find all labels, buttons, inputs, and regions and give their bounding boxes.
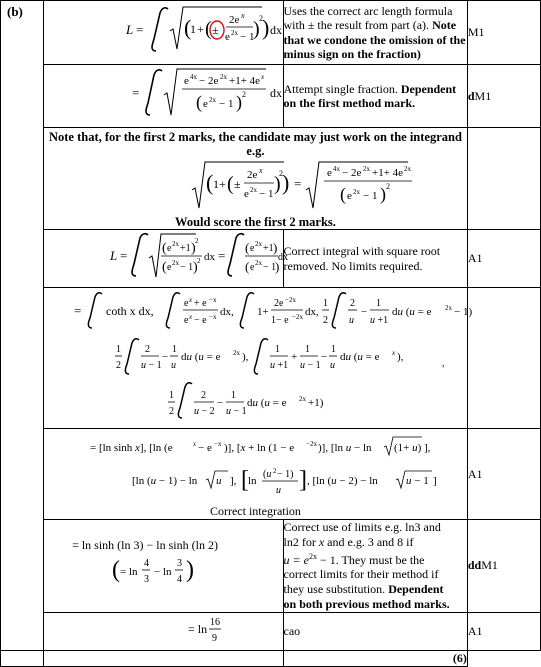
svg-text:2x: 2x — [255, 259, 263, 267]
svg-text:2: 2 — [259, 14, 264, 23]
svg-text:−x: −x — [209, 313, 217, 321]
svg-text:(: ( — [162, 241, 167, 256]
working-cell-7 — [44, 612, 283, 650]
svg-text:1: 1 — [169, 390, 175, 401]
svg-text:e: e — [225, 31, 230, 43]
svg-text:(: ( — [162, 260, 167, 275]
paren-open: ( — [184, 15, 192, 40]
svg-text:−2x: −2x — [285, 296, 297, 304]
final-num: 16 — [210, 616, 221, 628]
svg-text:+: + — [197, 22, 204, 36]
paren-close: ) — [262, 15, 270, 40]
svg-text:2: 2 — [169, 406, 175, 417]
svg-text:2x: 2x — [445, 304, 453, 312]
svg-text:=: = — [218, 248, 226, 263]
limits-desc-2b: and e.g. 3 and 8 if — [324, 534, 414, 549]
integrand-example — [44, 158, 466, 210]
limits-desc-4: correct limits for their method if — [283, 567, 439, 582]
description-2-bold: Dependent on the first method mark — [283, 81, 457, 110]
svg-text:(: ( — [227, 173, 234, 195]
math-pm: ± — [212, 23, 219, 37]
mark-2-prefix: d — [467, 88, 475, 103]
svg-text:−2x: −2x — [306, 440, 318, 448]
single-fraction-integral — [44, 65, 283, 122]
math-L: L — [126, 22, 134, 37]
svg-text:−: − — [217, 397, 224, 409]
math-one: 1 — [190, 22, 197, 36]
integration-results — [44, 429, 466, 499]
svg-text:): ) — [275, 259, 280, 274]
svg-text:L: L — [110, 248, 118, 263]
svg-text:(: ( — [340, 184, 347, 204]
note-line-2: e.g. — [246, 144, 265, 158]
mark-6: M1 — [481, 558, 498, 573]
svg-text:2: 2 — [242, 90, 247, 99]
mark-cell-1 — [467, 1, 540, 65]
svg-text:)], [ln u − ln: )], [ln u − ln — [318, 442, 372, 454]
svg-text:): ) — [186, 556, 195, 583]
svg-text:e: e — [327, 167, 332, 179]
integral-sign — [152, 8, 168, 51]
svg-text:[ln (u − 1) − ln: [ln (u − 1) − ln — [132, 475, 198, 487]
svg-text:)], [x + ln (1 − e: )], [x + ln (1 − e — [224, 442, 295, 454]
mark-2: M1 — [474, 88, 492, 103]
svg-text:],: ], — [230, 475, 237, 487]
final-den: 9 — [212, 632, 218, 644]
mark-3: A1 — [467, 251, 483, 265]
mark-7: A1 — [467, 623, 483, 638]
svg-text:1: 1 — [305, 344, 311, 355]
svg-text:2x: 2x — [353, 188, 361, 196]
svg-text:−2x: −2x — [292, 313, 304, 321]
frac-3-num: 3 — [177, 557, 183, 569]
svg-text:2x: 2x — [209, 96, 217, 104]
mark-1: M1 — [467, 25, 485, 39]
svg-text:e: e — [250, 262, 255, 273]
svg-text:e: e — [184, 75, 189, 87]
svg-text:x: x — [259, 166, 263, 175]
svg-text:+1): +1) — [308, 397, 324, 409]
svg-text:]: ] — [299, 467, 308, 493]
mark-cell-4 — [467, 429, 540, 520]
ln43-b: − ln — [154, 565, 172, 578]
svg-text:u − 1: u − 1 — [141, 360, 162, 371]
svg-text:2x: 2x — [220, 73, 228, 81]
svg-text:− 2e: − 2e — [342, 167, 362, 179]
svg-text:2: 2 — [197, 257, 201, 265]
svg-text:4x: 4x — [333, 165, 341, 173]
description-1-bold: Note that we condone the omission of the minus sign on the fraction) — [283, 18, 466, 61]
svg-text:dx: dx — [204, 251, 216, 263]
svg-text:=: = — [132, 85, 140, 100]
svg-text:): ) — [282, 170, 290, 195]
limits-desc-2x: x — [318, 534, 325, 549]
frac-3-den: 3 — [144, 573, 150, 585]
svg-text:(1+ u): (1+ u) — [394, 442, 422, 454]
description-cell-1 — [283, 1, 467, 65]
svg-text:du (u = e: du (u = e — [247, 397, 287, 409]
svg-text:[: [ — [241, 467, 250, 493]
svg-text:e: e — [167, 243, 172, 254]
limits-desc-3: u = e — [283, 552, 309, 567]
svg-text:−: − — [321, 351, 328, 363]
svg-text:+ e: + e — [194, 298, 207, 309]
svg-text:1: 1 — [172, 344, 178, 355]
row-note — [1, 128, 541, 230]
svg-text:+1: +1 — [180, 243, 191, 254]
svg-text:+1: +1 — [263, 243, 274, 254]
svg-text:x: x — [189, 296, 193, 304]
svg-text:2: 2 — [273, 467, 277, 475]
svg-text:, [ln (u − 2) − ln: , [ln (u − 2) − ln — [307, 475, 378, 487]
svg-text:e: e — [184, 298, 189, 309]
root-removed-integral — [44, 230, 289, 282]
svg-text:),: ), — [242, 351, 249, 363]
svg-text:+: + — [291, 351, 298, 363]
lnsinh-expression: = ln sinh (ln 3) − ln sinh (ln 2) — [72, 537, 218, 552]
svg-text:): ) — [273, 240, 278, 255]
svg-text:1+: 1+ — [213, 177, 226, 191]
svg-text:2: 2 — [201, 390, 207, 401]
svg-text:− 1: − 1 — [363, 190, 378, 202]
total-empty-2 — [44, 650, 283, 666]
svg-text:u +1: u +1 — [270, 360, 289, 371]
description-1-plain: Uses the correct arc length formula with ± the result from part (a). — [283, 3, 453, 32]
svg-text:ln: ln — [248, 475, 257, 487]
svg-text:u: u — [216, 475, 222, 487]
arc-length-integral-1 — [44, 1, 283, 59]
math-dx: dx — [270, 23, 283, 37]
mark-4: A1 — [467, 466, 483, 481]
svg-text:=: = — [120, 248, 128, 263]
working-cell-3 — [44, 230, 289, 288]
svg-text:2e: 2e — [229, 14, 240, 26]
svg-text:),: ), — [397, 351, 404, 363]
svg-text:e: e — [203, 98, 208, 110]
svg-text:2: 2 — [386, 182, 391, 191]
svg-text:−: − — [162, 351, 169, 363]
svg-text:+1+ 4e: +1+ 4e — [372, 167, 404, 179]
ln43-a: = ln — [120, 565, 138, 578]
svg-text:u: u — [349, 315, 355, 326]
row-final-answer — [1, 612, 541, 650]
limits-desc-1: Correct use of limits e.g. ln3 and — [283, 520, 441, 534]
results-cell — [44, 429, 468, 520]
svg-text:u − 1: u − 1 — [226, 406, 247, 417]
svg-text:x: x — [193, 440, 197, 448]
svg-text:dx,: dx, — [305, 306, 319, 318]
svg-text:(: ( — [196, 92, 203, 112]
svg-text:],: ], — [424, 442, 431, 454]
svg-text:x: x — [241, 11, 245, 20]
row-correct-integration — [1, 429, 541, 520]
correct-integration-caption: Correct integration — [209, 504, 301, 518]
description-2-end: . — [412, 96, 416, 110]
total-marks: (6) — [283, 650, 467, 666]
svg-text:1− e: 1− e — [271, 315, 289, 326]
row-single-fraction — [1, 65, 541, 128]
description-cell-7: cao — [283, 612, 467, 650]
row-root-removed — [1, 230, 541, 288]
svg-text:1: 1 — [275, 344, 281, 355]
svg-text:dx,: dx, — [220, 306, 234, 318]
svg-text:e: e — [167, 262, 172, 273]
svg-text:]: ] — [433, 475, 437, 487]
working-cell-1 — [44, 1, 283, 65]
svg-text:−x: −x — [209, 296, 217, 304]
total-empty-1 — [1, 650, 44, 666]
svg-text:(: ( — [112, 556, 121, 583]
description-cell-6: Correct use of limits e.g. ln3 and ln2 for x and e.g. 3 and 8 if $u = e^{2x} - 1$. They must be the correct limits for their method if they use substitution. Dependent on both previous method marks. — [283, 520, 467, 613]
row-limits — [1, 520, 541, 613]
svg-text:− 1: − 1 — [180, 262, 194, 273]
working-cell-2 — [44, 65, 283, 128]
svg-text:2: 2 — [350, 298, 356, 309]
svg-text:±: ± — [234, 177, 241, 191]
svg-text:dx: dx — [270, 86, 283, 100]
mark-cell-2 — [467, 65, 540, 128]
svg-text:du (u = e: du (u = e — [181, 351, 221, 363]
mark-6-prefix: dd — [467, 558, 482, 573]
svg-text:e: e — [250, 243, 255, 254]
svg-text:u: u — [330, 360, 336, 371]
part-cell — [1, 1, 44, 651]
limits-desc-6: on both previous method marks. — [283, 596, 450, 611]
svg-text:(: ( — [245, 240, 250, 255]
description-cell-3: Correct integral with square root removed. No limits required. — [283, 230, 467, 288]
note-mark-cell — [467, 128, 540, 230]
mark-cell-7 — [467, 612, 540, 650]
svg-text:du (u = e: du (u = e — [340, 351, 380, 363]
methods-mark-cell — [467, 288, 540, 429]
mark-cell-6 — [467, 520, 540, 613]
svg-text:(: ( — [205, 18, 212, 40]
svg-text:−x: −x — [214, 440, 222, 448]
svg-text:2e: 2e — [274, 298, 284, 309]
svg-text:− 1: − 1 — [259, 188, 274, 200]
svg-text:(u: (u — [263, 469, 272, 480]
svg-text:(: ( — [206, 170, 214, 195]
limits-desc-3b: − 1. They must be the — [316, 552, 425, 567]
svg-text:u: u — [276, 485, 282, 496]
limits-desc-5b: Dependent — [388, 582, 444, 597]
svg-text:e: e — [184, 315, 189, 326]
svg-text:1: 1 — [116, 344, 122, 355]
svg-text:du (u = e: du (u = e — [392, 306, 432, 318]
svg-text:2x: 2x — [231, 29, 239, 37]
svg-text:x: x — [261, 73, 265, 81]
ln-fraction-expression — [44, 553, 283, 589]
svg-text:2: 2 — [145, 344, 151, 355]
svg-text:1: 1 — [376, 298, 382, 309]
svg-text:2: 2 — [279, 169, 284, 178]
svg-text:u − 1: u − 1 — [300, 360, 321, 371]
coth-term: coth x dx, — [106, 304, 154, 318]
methods-cell — [44, 288, 473, 429]
frac-4-num: 4 — [144, 557, 150, 569]
description-cell-2 — [283, 65, 467, 128]
math-eq: = — [136, 22, 144, 37]
svg-text:dx: dx — [278, 252, 289, 263]
svg-text:− 1): − 1) — [277, 469, 294, 480]
svg-text:2: 2 — [323, 315, 329, 326]
svg-text:2: 2 — [195, 237, 199, 245]
svg-text:− 2e: − 2e — [199, 75, 219, 87]
integration-methods — [44, 288, 473, 423]
note-cell — [44, 128, 468, 230]
note-line-3: Would score the first 2 marks. — [175, 215, 336, 229]
svg-text:2x: 2x — [250, 186, 258, 194]
svg-text:2: 2 — [116, 360, 122, 371]
svg-text:e: e — [347, 190, 352, 202]
svg-text:2x: 2x — [363, 165, 371, 173]
svg-text:2x: 2x — [404, 165, 412, 173]
svg-text:u: u — [171, 360, 177, 371]
row-integration-methods — [1, 288, 541, 429]
svg-text:u − 2: u − 2 — [194, 406, 215, 417]
svg-text:1: 1 — [231, 390, 237, 401]
svg-text:− 1): − 1) — [454, 306, 473, 318]
row-total — [1, 650, 541, 666]
svg-text:=: = — [294, 176, 302, 191]
svg-text:2x: 2x — [255, 240, 263, 248]
svg-text:u − 1: u − 1 — [406, 475, 429, 487]
svg-text:x: x — [189, 313, 193, 321]
svg-text:− 1: − 1 — [240, 31, 255, 43]
note-line-1: Note that, for the first 2 marks, the candidate may just work on the integrand — [48, 130, 462, 144]
working-cell-6 — [44, 520, 283, 613]
svg-text:): ) — [253, 18, 260, 40]
svg-text:=: = — [74, 303, 82, 318]
svg-text:): ) — [191, 241, 196, 256]
svg-text:= [ln sinh x], [ln (e: = [ln sinh x], [ln (e — [90, 442, 173, 454]
svg-text:− e: − e — [194, 315, 207, 326]
svg-text:2x: 2x — [233, 349, 241, 357]
row-arc-length-formula — [1, 1, 541, 65]
svg-text:+1+ 4e: +1+ 4e — [229, 75, 261, 87]
svg-text:− 1: − 1 — [263, 262, 277, 273]
description-2-plain: Attempt single fraction. — [283, 81, 398, 96]
svg-text:2e: 2e — [247, 169, 258, 181]
svg-text:): ) — [274, 173, 281, 195]
svg-text:(: ( — [245, 259, 250, 274]
svg-text:4x: 4x — [190, 73, 198, 81]
svg-text:): ) — [380, 184, 387, 204]
svg-text:2x: 2x — [299, 395, 307, 403]
final-eq: = ln — [188, 621, 208, 636]
part-label: (b) — [7, 4, 23, 19]
svg-text:u +1: u +1 — [370, 315, 389, 326]
svg-text:): ) — [236, 92, 243, 112]
svg-text:1: 1 — [323, 298, 329, 309]
svg-text:1: 1 — [331, 344, 337, 355]
svg-text:2x: 2x — [172, 240, 180, 248]
svg-text:−: − — [361, 306, 368, 318]
svg-text:x: x — [392, 349, 396, 357]
svg-text:− e: − e — [198, 442, 212, 454]
final-answer — [44, 613, 283, 645]
svg-text:2x: 2x — [172, 259, 180, 267]
frac-4-den: 4 — [177, 573, 183, 585]
svg-text:1+: 1+ — [257, 306, 269, 318]
limits-desc-2a: ln2 for — [283, 534, 319, 549]
svg-text:,: , — [442, 358, 445, 369]
limits-desc-5: they use substitution. — [283, 582, 386, 597]
svg-text:− 1: − 1 — [219, 98, 234, 110]
svg-text:): ) — [193, 260, 198, 275]
svg-text:e: e — [244, 188, 249, 200]
mark-cell-3 — [467, 230, 540, 288]
